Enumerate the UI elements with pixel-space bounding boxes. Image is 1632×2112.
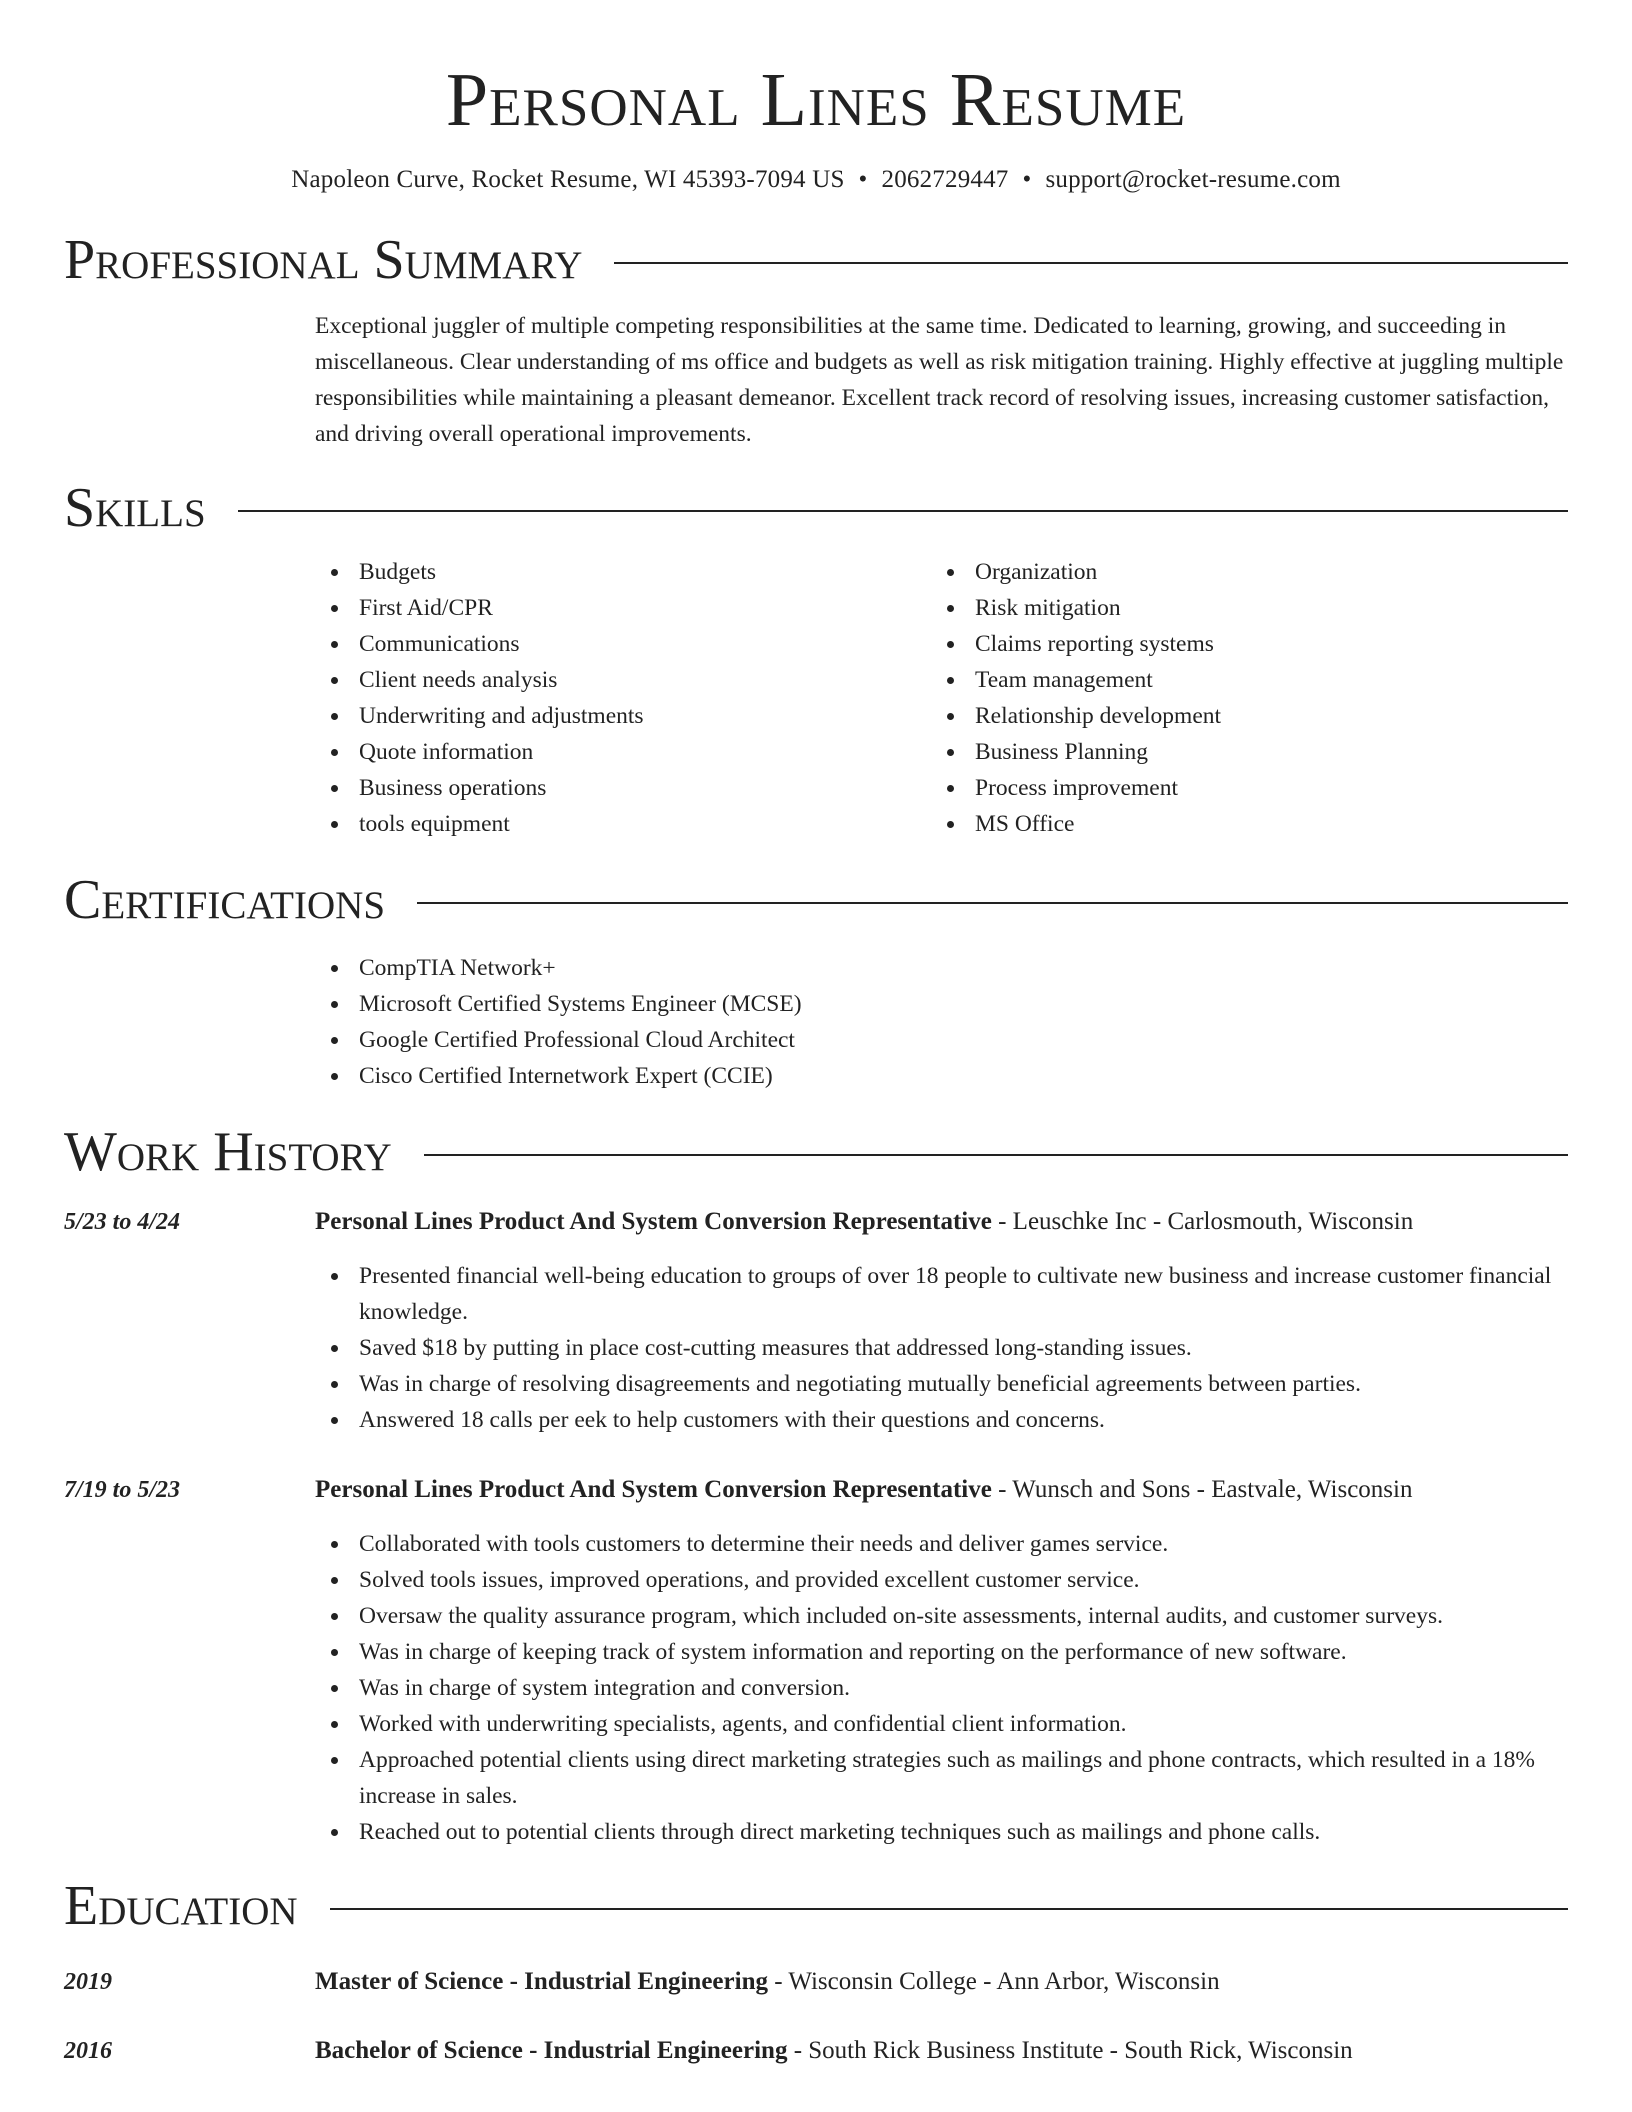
job-details <box>315 1204 1568 1438</box>
skill-item: Risk mitigation <box>931 590 1547 626</box>
certifications-list <box>315 950 1568 1094</box>
skill-item: Process improvement <box>931 770 1547 806</box>
job-bullet: Answered 18 calls per eek to help customers with their questions and concerns. <box>315 1402 1568 1438</box>
summary-section-header <box>64 229 1568 291</box>
job-header <box>315 1204 1568 1240</box>
job-bullet: Was in charge of keeping track of system information and reporting on the performance of new software. <box>315 1634 1568 1670</box>
job-bullets <box>315 1526 1568 1850</box>
job-bullet: Solved tools issues, improved operations, and provided excellent customer service. <box>315 1562 1568 1598</box>
contact-phone: 2062729447 <box>881 166 1009 193</box>
job-details <box>315 1472 1568 1850</box>
skills-list <box>315 554 1568 842</box>
education-degree: Bachelor of Science - Industrial Engineering <box>315 2037 788 2064</box>
job-bullets <box>315 1258 1568 1438</box>
contact-separator: • <box>858 166 868 193</box>
education-entry <box>64 2033 1568 2069</box>
skills-heading: Skills <box>64 477 206 539</box>
job-bullet: Was in charge of resolving disagreements and negotiating mutually beneficial agreements between parties. <box>315 1366 1568 1402</box>
education-school: - South Rick Business Institute - South Rick, Wisconsin <box>787 2037 1353 2064</box>
education-details <box>315 2033 1353 2069</box>
job-bullet: Was in charge of system integration and conversion. <box>315 1670 1568 1706</box>
job-bullet: Presented financial well-being education to groups of over 18 people to cultivate new business and increase customer financial knowledge. <box>315 1258 1568 1330</box>
job-entry <box>64 1204 1568 1438</box>
education-year: 2019 <box>64 1969 112 1995</box>
certifications-section-header <box>64 869 1568 931</box>
education-list <box>64 1964 1568 2069</box>
education-details <box>315 1964 1220 2000</box>
skill-item: Claims reporting systems <box>931 626 1547 662</box>
work-heading: Work History <box>64 1121 392 1183</box>
education-heading: Education <box>64 1875 298 1937</box>
education-year: 2016 <box>64 2038 112 2064</box>
education-entry <box>64 1964 1568 2000</box>
job-entry <box>64 1472 1568 1850</box>
certification-item: Cisco Certified Internetwork Expert (CCIE) <box>315 1058 1568 1094</box>
job-bullet: Oversaw the quality assurance program, which included on-site assessments, internal audits, and customer surveys. <box>315 1598 1568 1634</box>
work-history-list <box>64 1204 1568 1850</box>
skill-item: Underwriting and adjustments <box>315 698 931 734</box>
skill-item: Quote information <box>315 734 931 770</box>
skill-item: Relationship development <box>931 698 1547 734</box>
job-title: Personal Lines Product And System Conversion Representative <box>315 1208 992 1235</box>
education-degree: Master of Science - Industrial Engineering <box>315 1968 768 1995</box>
job-company-location: - Wunsch and Sons - Eastvale, Wisconsin <box>991 1476 1413 1503</box>
contact-email: support@rocket-resume.com <box>1045 166 1341 193</box>
job-bullet: Approached potential clients using direct marketing strategies such as mailings and phone contracts, which resulted in a 18% increase in sales. <box>315 1742 1568 1814</box>
summary-heading: Professional Summary <box>64 229 583 291</box>
certification-item: Microsoft Certified Systems Engineer (MCSE) <box>315 986 1568 1022</box>
section-divider <box>614 262 1568 264</box>
skill-item: Communications <box>315 626 931 662</box>
skill-item: Business operations <box>315 770 931 806</box>
skill-item: Business Planning <box>931 734 1547 770</box>
section-divider <box>424 1154 1568 1156</box>
contact-line <box>64 166 1568 194</box>
job-title: Personal Lines Product And System Conversion Representative <box>315 1476 992 1503</box>
job-bullet: Reached out to potential clients through direct marketing techniques such as mailings and phone calls. <box>315 1814 1568 1850</box>
skills-section-header <box>64 477 1568 539</box>
job-bullet: Saved $18 by putting in place cost-cutting measures that addressed long-standing issues. <box>315 1330 1568 1366</box>
section-divider <box>238 510 1568 512</box>
skills-column-left <box>315 554 931 842</box>
job-dates: 7/19 to 5/23 <box>64 1477 181 1503</box>
contact-separator: • <box>1022 166 1032 193</box>
skill-item: tools equipment <box>315 806 931 842</box>
skill-item: First Aid/CPR <box>315 590 931 626</box>
job-bullet: Worked with underwriting specialists, agents, and confidential client information. <box>315 1706 1568 1742</box>
skill-item: Client needs analysis <box>315 662 931 698</box>
job-bullet: Collaborated with tools customers to determine their needs and deliver games service. <box>315 1526 1568 1562</box>
job-company-location: - Leuschke Inc - Carlosmouth, Wisconsin <box>991 1208 1414 1235</box>
section-divider <box>330 1908 1568 1910</box>
skill-item: Team management <box>931 662 1547 698</box>
skill-item: Budgets <box>315 554 931 590</box>
section-divider <box>417 902 1568 904</box>
education-section-header <box>64 1875 1568 1937</box>
skill-item: Organization <box>931 554 1547 590</box>
skills-column-right <box>931 554 1547 842</box>
skill-item: MS Office <box>931 806 1547 842</box>
certification-item: Google Certified Professional Cloud Architect <box>315 1022 1568 1058</box>
summary-text: Exceptional juggler of multiple competing responsibilities at the same time. Dedicated to learning, growing, and succeeding in miscellaneous. Clear understanding of ms office and budgets as well as risk mitigation training. Highly effective at juggling multiple responsibilities while maintaining a pleasant demeanor. Excellent track record of resolving issues, increasing customer satisfaction, and driving overall operational improvements. <box>315 313 1564 447</box>
resume-title: Personal Lines Resume <box>445 58 1187 142</box>
work-section-header <box>64 1121 1568 1183</box>
contact-address: Napoleon Curve, Rocket Resume, WI 45393-7094 US <box>291 166 845 193</box>
job-dates: 5/23 to 4/24 <box>64 1209 181 1235</box>
certification-item: CompTIA Network+ <box>315 950 1568 986</box>
certifications-heading: Certifications <box>64 869 386 931</box>
job-header <box>315 1472 1568 1508</box>
education-school: - Wisconsin College - Ann Arbor, Wisconsin <box>767 1968 1220 1995</box>
